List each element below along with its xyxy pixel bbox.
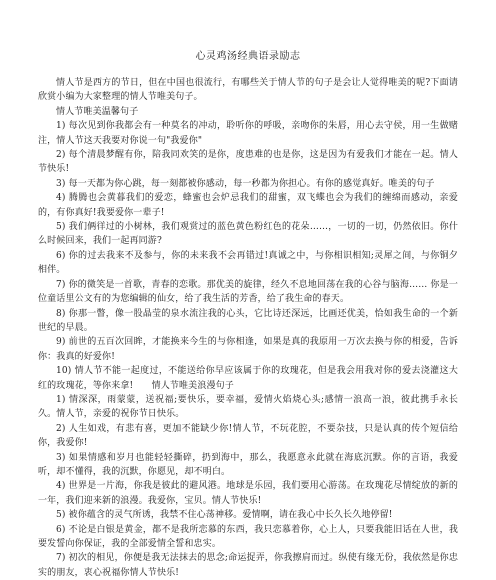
item-text: 人生如戏，有悲有喜，更加不能缺少你!情人节，不玩花腔，不要杂技，只是认真的传个短信给你，我爱你!: [38, 423, 458, 449]
item-number: 4): [56, 481, 66, 492]
item-text: 情人节不能一起度过，不能送给你早应该属于你的玫瑰花，但是我会用我对你的爱去浇灌这大红的玫瑰花，等你来拿! 情人节唯美浪漫句子: [38, 366, 458, 391]
list-item: [38, 364, 458, 393]
item-number: 6): [56, 250, 66, 261]
item-number: 10): [56, 366, 72, 377]
item-number: 4): [56, 193, 66, 204]
item-number: 3): [56, 452, 66, 463]
list-item: [38, 177, 458, 191]
item-text: 情深深，雨蒙蒙，送祝福;要快乐，要幸福，爱情火焰烧心头;感情一浪高一浪，彼此携手永长久。情人节，亲爱的祝你节日快乐。: [38, 394, 458, 420]
item-text: 每个清晨梦醒有你，陪我同欢笑的是你，度患难的也是你，这是因为有爱我们才能在一起。情人节快乐!: [38, 150, 458, 175]
item-number: 3): [56, 178, 66, 189]
item-text: 如果情感和岁月也能轻轻撕碎，扔到海中，那么，我愿意永此就在海底沉默。你的言语，我爱听，却不懂得，我的沉默，你愿见，却不明白。: [38, 452, 458, 477]
item-number: 5): [56, 222, 66, 233]
item-text: 每次见到你我都会有一种莫名的冲动，聆听你的呼吸，亲吻你的朱唇，用心去守侯，用一生做赌注，情人节这天我要对你说一句"我爱你": [38, 121, 458, 146]
item-text: 我们俩徉过的小树林，我们观赏过的蓝色黄色粉红色的花朵……，一切的一切，仍然依旧。你什么时候回来，我们一起再同游?: [38, 222, 458, 247]
list-item: [38, 551, 458, 580]
list-item: [38, 508, 458, 522]
list-item: [38, 479, 458, 508]
list-item: [38, 191, 458, 220]
item-text: 你的微笑是一首歌，青春的恋歌。那优美的旋律，经久不息地回荡在我的心谷与脑海…… 你是一位童话里公文有的为您编辑的仙女，给了我生活的芳香，给了我生命的春天。: [38, 279, 458, 305]
list-item: [38, 220, 458, 249]
item-number: 7): [56, 553, 66, 564]
list-item: [38, 335, 458, 364]
item-number: 5): [56, 510, 66, 521]
list-item: [38, 393, 458, 422]
list-item: [38, 451, 458, 480]
list-item: [38, 249, 458, 278]
item-number: 1): [56, 394, 66, 405]
item-text: 你那一瞥，像一股晶莹的泉水流注我的心头，它比诗还深远，比画还优美，恰如我生命的一个新世纪的早晨。: [38, 308, 458, 333]
item-text: 世界是一片海，你我是彼此的避风港。地球是乐园，我们要用心游荡。在玫瑰花尽情绽放的新的一年，我们迎来新的浪漫。我爱你，宝贝。情人节快乐!: [38, 481, 458, 506]
item-text: 腾腾也会黄暮我们的爱恋，蜂蜜也会炉忌我们的甜蜜，双飞蝶也会为我们的缠绵而感动，亲爱的，有你真好!我要爱你一辈子!: [38, 193, 458, 218]
list-item: [38, 148, 458, 177]
item-number: 7): [56, 279, 66, 290]
item-number: 9): [56, 337, 66, 348]
item-number: 6): [56, 524, 66, 535]
section-heading-warm: 情人节唯美温馨句子: [56, 106, 139, 117]
quote-list: [38, 119, 458, 580]
item-number: 2): [56, 150, 66, 161]
intro-paragraph: 情人节是西方的节日，但在中国也很流行，有哪些关于情人节的句子是会让人觉得唯美的呢?下面请欣赏小编为大家整理的情人节唯美句子。: [38, 78, 458, 103]
list-item: [38, 278, 458, 307]
item-number: 8): [56, 308, 66, 319]
list-item: [38, 422, 458, 451]
item-text: 不论是白银是黄金，都不是我所恋慕的东西，我只恋慕着你，心上人，只要我能旧话在人世，我要发誓向你保证，我的全部爱情全誓和忠实。: [38, 524, 458, 549]
item-text: 前世的五百次回眸，才能换来今生的与你相逢，如果是真的我原用一万次去换与你的相爱，告诉你：我真的好爱你!: [38, 337, 458, 362]
list-item: [38, 119, 458, 148]
document-body: [38, 76, 458, 580]
item-text: 被你蕴含的灵气所诱，我禁不住心荡神移。爱情啊，请在我心中长久长久地停留!: [68, 510, 393, 521]
item-number: 2): [56, 423, 66, 434]
list-item: [38, 523, 458, 552]
page-title: 心灵鸡汤经典语录励志: [195, 51, 301, 62]
list-item: [38, 307, 458, 336]
item-number: 1): [56, 121, 66, 132]
item-text: 每一天都为你心跳，每一刻都被你感动，每一秒都为你担心。有你的感觉真好。唯美的句子: [68, 178, 435, 189]
item-text: 初次的相见，你便是我无法抹去的思念;命运捉弄，你我擦肩而过。纵使有缘无份，我依然是你忠实的朋友，衷心祝福你情人节快乐!: [38, 553, 458, 578]
item-text: 你的过去我来不及参与，你的未来我不会再错过!真诚之中，与你相识相知;灵犀之间，与你铜夕相伴。: [38, 250, 458, 276]
